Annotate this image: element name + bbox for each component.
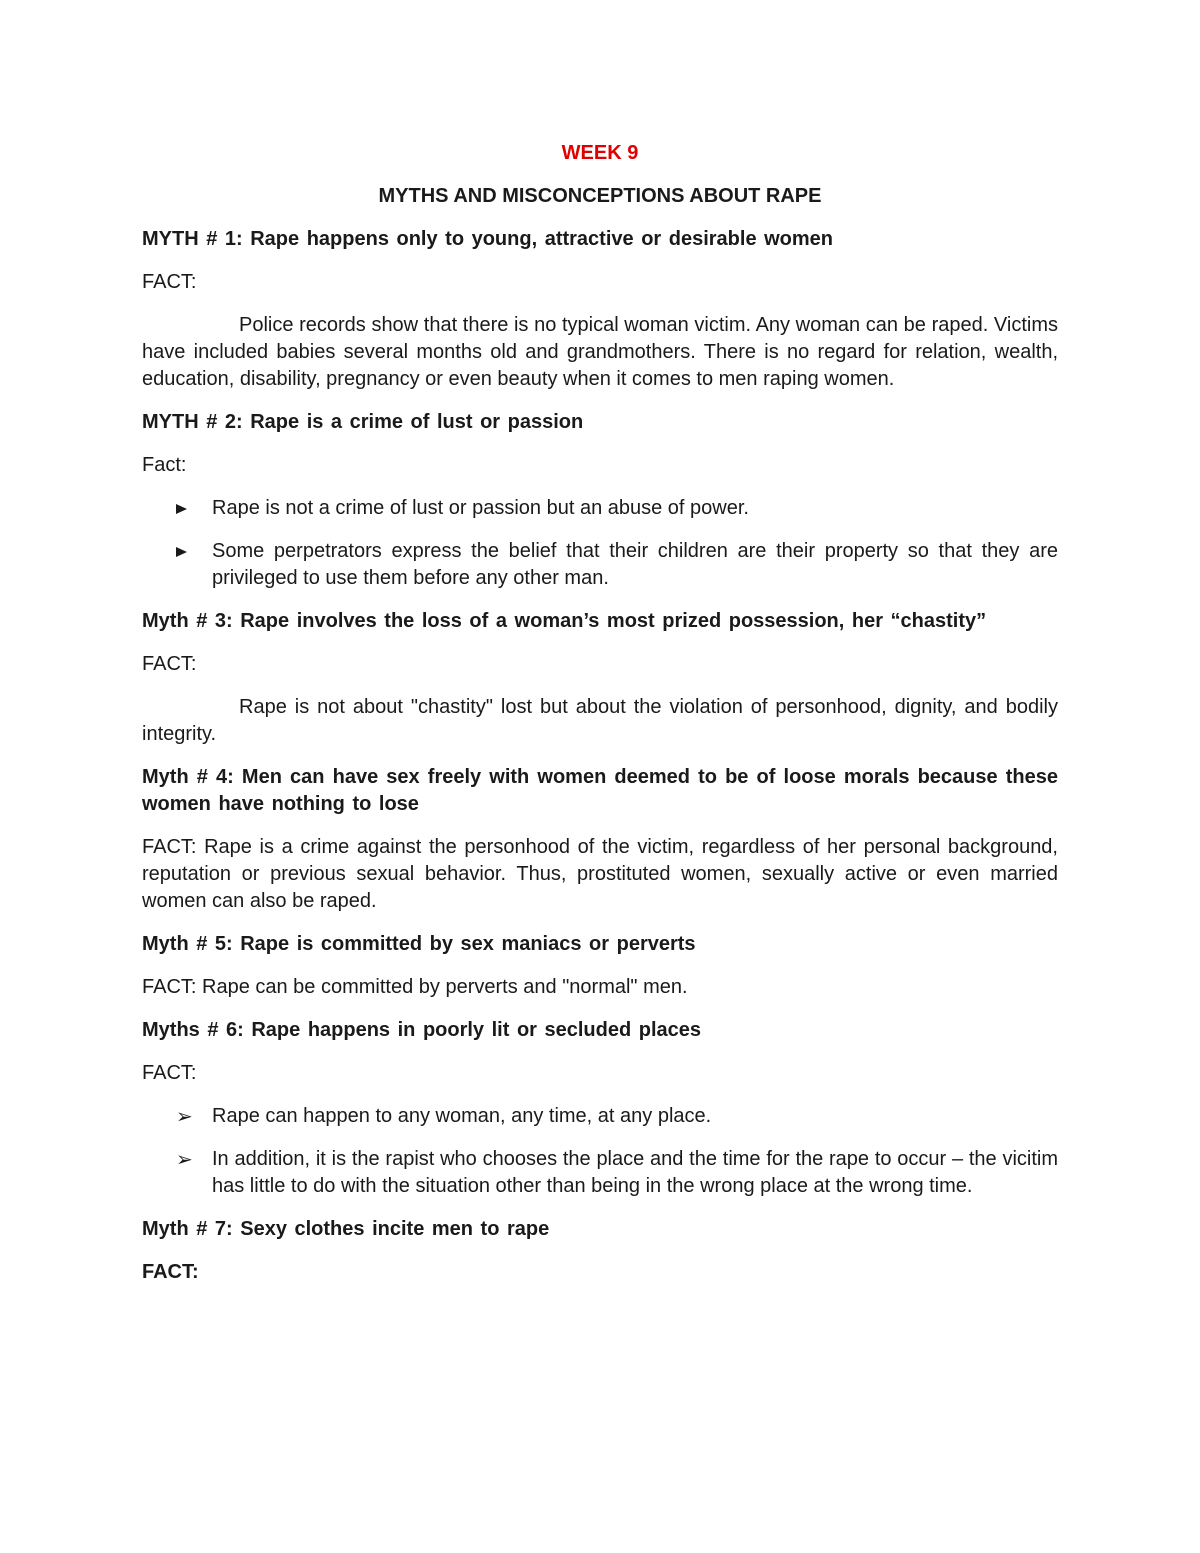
myth-7-heading: Myth # 7: Sexy clothes incite men to rape	[142, 1218, 550, 1240]
myth-7-fact-label: FACT:	[142, 1261, 199, 1283]
myth-3-heading: Myth # 3: Rape involves the loss of a woman’s most prized possession, her “chastity”	[142, 610, 987, 632]
myth-2-bullet-list	[142, 495, 1058, 592]
myth-2-heading: MYTH # 2: Rape is a crime of lust or passion	[142, 411, 584, 433]
bullet-text: In addition, it is the rapist who chooses the place and the time for the rape to occur – the vicitim has little to do with the situation other than being in the wrong place at the wrong time.	[212, 1148, 1058, 1197]
bullet-text: Rape is not a crime of lust or passion but an abuse of power.	[212, 497, 749, 519]
myth-1-fact-text: Police records show that there is no typical woman victim. Any woman can be raped. Victims have included babies several months old and grandmothers. There is no regard for relation, wealth, education, disability, pregnancy or even beauty when it comes to men raping women.	[142, 314, 1058, 390]
document-title: MYTHS AND MISCONCEPTIONS ABOUT RAPE	[378, 185, 822, 207]
arrowhead-bullet-icon: ➢	[176, 1147, 193, 1171]
week-label: WEEK 9	[561, 142, 639, 164]
myth-3-fact-label: FACT:	[142, 653, 197, 675]
myth-5-fact-text: FACT: Rape can be committed by perverts and "normal" men.	[142, 976, 688, 998]
myth-4-heading: Myth # 4: Men can have sex freely with women deemed to be of loose morals because these women have nothing to lose	[142, 766, 1058, 815]
myth-2-fact-label: Fact:	[142, 454, 187, 476]
document-body	[142, 140, 1058, 1302]
bullet-text: Rape can happen to any woman, any time, at any place.	[212, 1105, 712, 1127]
arrowhead-bullet-icon: ➢	[176, 1104, 193, 1128]
triangle-bullet-icon	[176, 538, 196, 565]
myth-4-fact-text: FACT: Rape is a crime against the personhood of the victim, regardless of her personal background, reputation or previous sexual behavior. Thus, prostituted women, sexually active or even married women can also be raped.	[142, 836, 1058, 912]
list-item	[142, 1146, 1058, 1200]
myth-3-fact-text: Rape is not about "chastity" lost but about the violation of personhood, dignity, and bodily integrity.	[142, 696, 1058, 745]
myth-6-bullet-list	[142, 1103, 1058, 1200]
myth-5-heading: Myth # 5: Rape is committed by sex maniacs or perverts	[142, 933, 696, 955]
list-item	[142, 495, 1058, 522]
myth-1-fact-label: FACT:	[142, 271, 197, 293]
myth-6-heading: Myths # 6: Rape happens in poorly lit or secluded places	[142, 1019, 702, 1041]
myth-1-heading: MYTH # 1: Rape happens only to young, attractive or desirable women	[142, 228, 834, 250]
list-item	[142, 538, 1058, 592]
list-item	[142, 1103, 1058, 1130]
myth-6-fact-label: FACT:	[142, 1062, 197, 1084]
triangle-bullet-icon	[176, 495, 196, 522]
bullet-text: Some perpetrators express the belief that their children are their property so that they are privileged to use them before any other man.	[212, 540, 1058, 589]
